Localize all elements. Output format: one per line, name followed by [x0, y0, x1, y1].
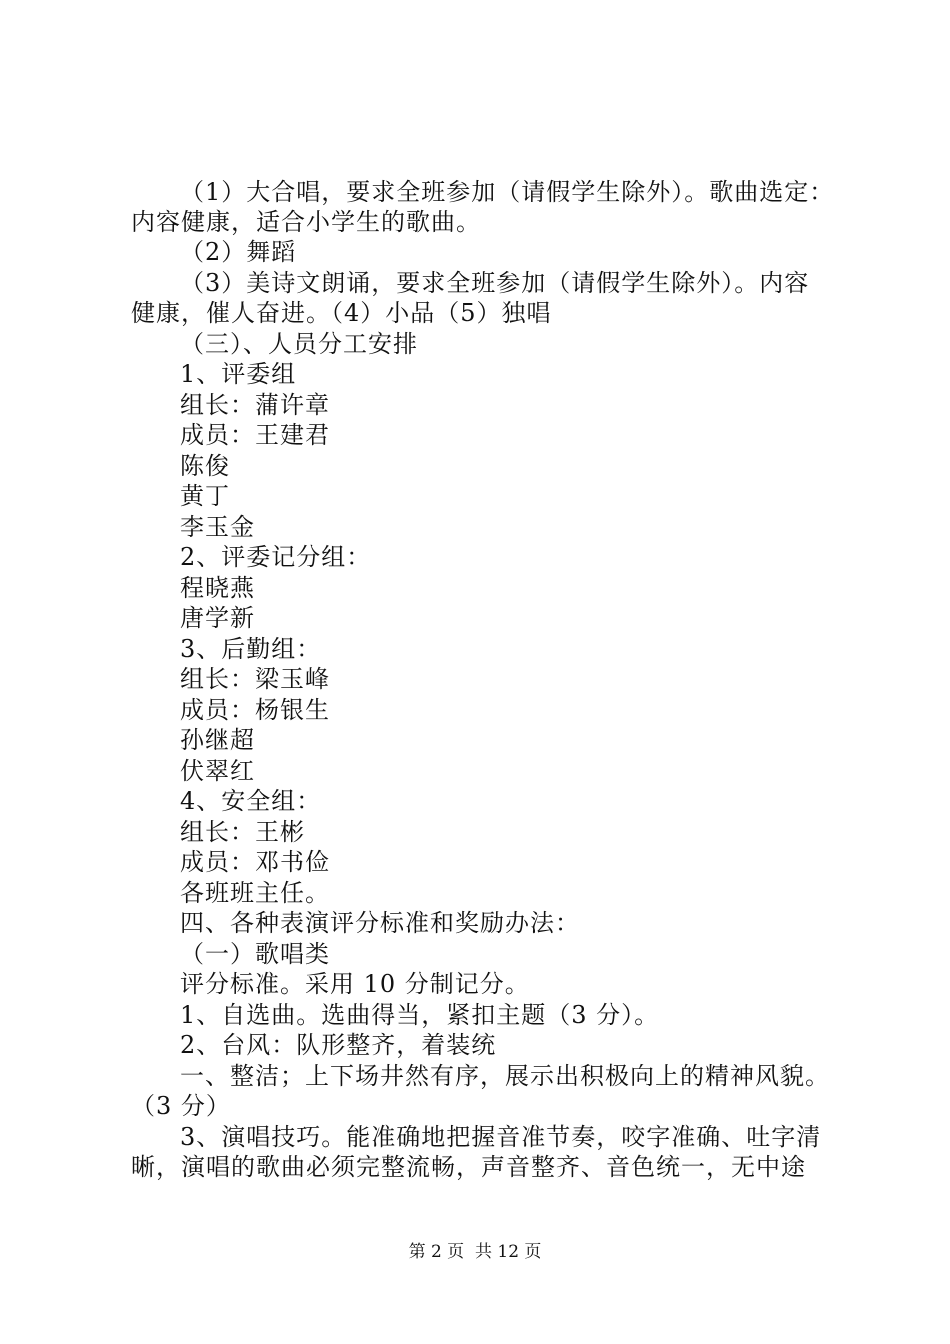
page-number-footer: 第 2 页 共 12 页	[408, 1242, 542, 1262]
text-line: 程晓燕	[180, 574, 255, 602]
text-line: 晰，演唱的歌曲必须完整流畅，声音整齐、音色统一，无中途	[131, 1153, 806, 1181]
text-line: （3 分）	[131, 1092, 231, 1120]
text-line: 1、自选曲。选曲得当，紧扣主题（3 分）。	[180, 1001, 660, 1029]
text-line: 健康，催人奋进。（4）小品（5）独唱	[131, 299, 552, 327]
text-line: 各班班主任。	[180, 879, 330, 907]
text-line: 一、整洁；上下场井然有序，展示出积极向上的精神风貌。	[180, 1062, 830, 1090]
text-line: 李玉金	[180, 513, 255, 541]
text-line: 组长：蒲许章	[180, 391, 330, 419]
text-line: 2、台风：队形整齐，着装统	[180, 1031, 497, 1059]
text-line: 组长：梁玉峰	[180, 665, 330, 693]
section-heading: （三）、人员分工安排	[180, 330, 418, 358]
text-line: 黄丁	[180, 482, 230, 510]
text-line: 组长：王彬	[180, 818, 305, 846]
group-heading: 4、安全组：	[180, 787, 322, 815]
text-line: 内容健康，适合小学生的歌曲。	[131, 208, 481, 236]
group-heading: 2、评委记分组：	[180, 543, 372, 571]
group-heading: 3、后勤组：	[180, 635, 322, 663]
text-line: 孙继超	[180, 726, 255, 754]
group-heading: 1、评委组	[180, 360, 297, 388]
text-line: 伏翠红	[180, 757, 255, 785]
text-line: 成员：杨银生	[180, 696, 330, 724]
text-line: 评分标准。采用 10 分制记分。	[180, 970, 530, 998]
text-line: 陈俊	[180, 452, 230, 480]
subsection-heading: （一）歌唱类	[180, 940, 330, 968]
text-line: （2）舞蹈	[180, 238, 297, 266]
text-line: 3、演唱技巧。能准确地把握音准节奏，咬字准确、吐字清	[180, 1123, 822, 1151]
text-line: 成员：王建君	[180, 421, 330, 449]
section-heading: 四、各种表演评分标准和奖励办法：	[180, 909, 580, 937]
text-line: （1）大合唱，要求全班参加（请假学生除外）。歌曲选定：	[180, 178, 835, 206]
text-line: （3）美诗文朗诵，要求全班参加（请假学生除外）。内容	[180, 269, 810, 297]
text-line: 成员：邓书俭	[180, 848, 330, 876]
text-line: 唐学新	[180, 604, 255, 632]
